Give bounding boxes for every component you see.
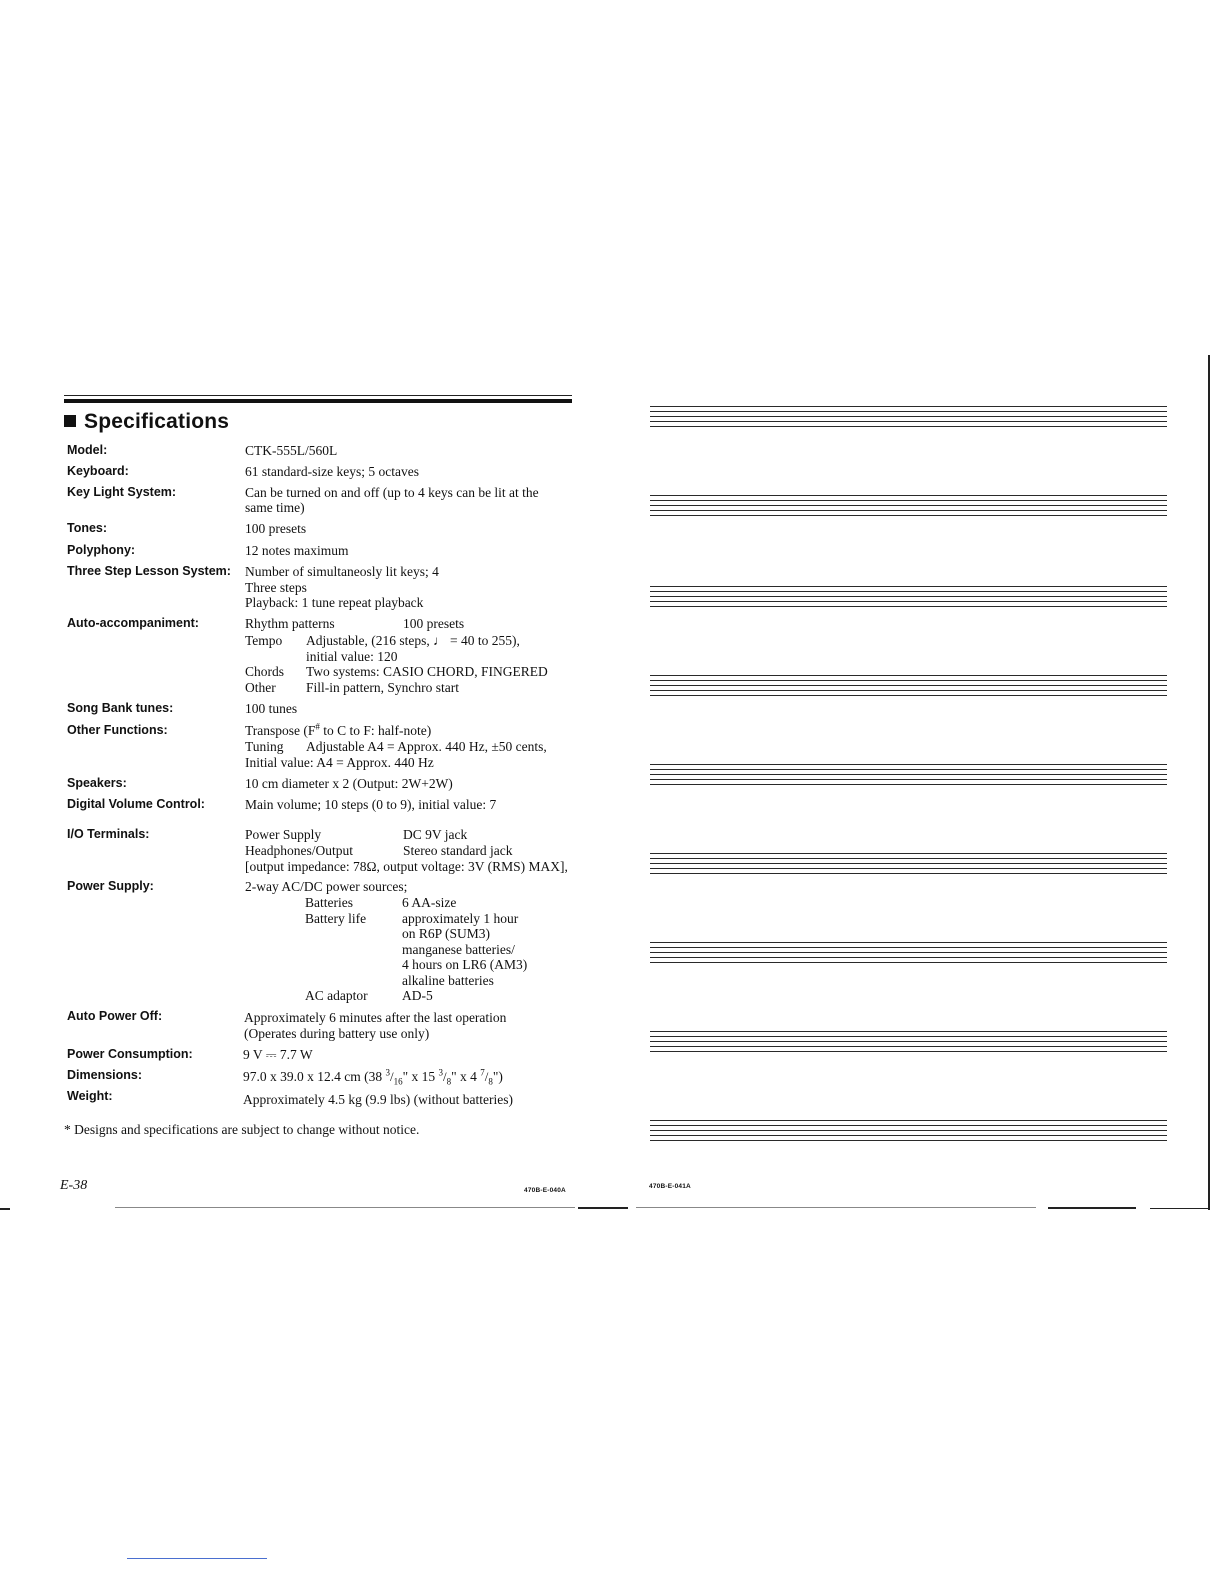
dimensions-value: 97.0 x 39.0 x 12.4 cm (38 $^3/_{16}$" x 15 $^3/_8$" x 4 $^7/_8$") xyxy=(243,1067,503,1087)
tempo-key: Tempo xyxy=(245,633,283,648)
quarter-note-icon: ♩ xyxy=(433,633,447,648)
other-key: Other xyxy=(245,680,276,695)
auto-off-value-2: (Operates during battery use only) xyxy=(244,1026,430,1041)
three-step-label: Three Step Lesson System: xyxy=(67,564,231,578)
chords-key: Chords xyxy=(245,664,285,679)
top-rule xyxy=(64,395,572,404)
scan-edge-line xyxy=(1048,1207,1136,1209)
square-bullet-icon xyxy=(64,415,76,427)
auto-off-value-1: Approximately 6 minutes after the last operation xyxy=(244,1010,507,1025)
blank-staff xyxy=(650,675,1167,696)
blank-staff xyxy=(650,406,1167,427)
batteries-value: 6 AA-size xyxy=(402,895,457,910)
three-step-value-1: Number of simultaneosly lit keys; 4 xyxy=(245,564,439,579)
blank-staff xyxy=(650,586,1167,607)
key-light-value-1: Can be turned on and off (up to 4 keys can be lit at the xyxy=(245,485,539,500)
blank-staff xyxy=(650,495,1167,516)
battery-life-line: alkaline batteries xyxy=(402,973,494,988)
battery-life-line: approximately 1 hour xyxy=(402,911,519,926)
auto-off-label: Auto Power Off: xyxy=(67,1009,163,1023)
blank-staff xyxy=(650,1120,1167,1141)
model-label: Model: xyxy=(67,443,108,457)
doc-code-left: 470B-E-040A xyxy=(524,1187,566,1194)
battery-life-key: Battery life xyxy=(305,911,367,926)
blank-staff xyxy=(650,853,1167,874)
footnote: * Designs and specifications are subject to change without notice. xyxy=(64,1122,420,1137)
model-value: CTK-555L/560L xyxy=(245,443,338,458)
io-label: I/O Terminals: xyxy=(67,827,150,841)
dimensions-label: Dimensions: xyxy=(67,1068,143,1082)
keyboard-value: 61 standard-size keys; 5 octaves xyxy=(245,464,419,479)
tempo-initial: initial value: 120 xyxy=(306,649,398,664)
tuning-key: Tuning xyxy=(245,739,284,754)
power-supply-label: Power Supply: xyxy=(67,879,154,893)
scan-edge-line xyxy=(0,1208,10,1210)
song-bank-label: Song Bank tunes: xyxy=(67,701,174,715)
blank-staff xyxy=(650,942,1167,963)
polyphony-value: 12 notes maximum xyxy=(245,543,349,558)
battery-life-line: manganese batteries/ xyxy=(402,942,515,957)
power-supply-line1: 2-way AC/DC power sources; xyxy=(245,879,408,894)
key-light-label: Key Light System: xyxy=(67,485,177,499)
section-title xyxy=(64,410,229,434)
keyboard-label: Keyboard: xyxy=(67,464,129,478)
scan-edge-line xyxy=(578,1207,628,1209)
tempo-value: Adjustable, (216 steps, ♩ = 40 to 255), xyxy=(306,633,520,648)
ac-adaptor-key: AC adaptor xyxy=(305,988,368,1003)
scan-edge-line xyxy=(1150,1208,1210,1209)
chords-value: Two systems: CASIO CHORD, FINGERED xyxy=(306,664,548,679)
other-value: Fill-in pattern, Synchro start xyxy=(306,680,459,695)
blank-staff xyxy=(650,764,1167,785)
battery-life-line: 4 hours on LR6 (AM3) xyxy=(402,957,528,972)
tuning-initial: Initial value: A4 = Approx. 440 Hz xyxy=(245,755,434,770)
scan-edge-line xyxy=(636,1207,1036,1208)
doc-code-right: 470B-E-041A xyxy=(649,1183,691,1190)
speakers-label: Speakers: xyxy=(67,776,127,790)
other-functions-label: Other Functions: xyxy=(67,723,168,737)
tones-label: Tones: xyxy=(67,521,108,535)
page-edge xyxy=(1208,355,1210,1210)
consumption-label: Power Consumption: xyxy=(67,1047,193,1061)
battery-life-line: on R6P (SUM3) xyxy=(402,926,491,941)
weight-value: Approximately 4.5 kg (9.9 lbs) (without batteries) xyxy=(243,1092,513,1107)
three-step-value-3: Playback: 1 tune repeat playback xyxy=(245,595,424,610)
rhythm-value: 100 presets xyxy=(403,616,465,631)
volume-value: Main volume; 10 steps (0 to 9), initial value: 7 xyxy=(245,797,497,812)
blank-staff xyxy=(650,1031,1167,1052)
io-ps-value: DC 9V jack xyxy=(403,827,468,842)
weight-label: Weight: xyxy=(67,1089,113,1103)
io-hp-key: Headphones/Output xyxy=(245,843,353,858)
batteries-key: Batteries xyxy=(305,895,353,910)
page-number: E-38 xyxy=(60,1178,88,1193)
rhythm-key: Rhythm patterns xyxy=(245,616,335,631)
three-step-value-2: Three steps xyxy=(245,580,307,595)
io-hp-value: Stereo standard jack xyxy=(403,843,513,858)
ac-adaptor-value: AD-5 xyxy=(402,988,433,1003)
io-ps-key: Power Supply xyxy=(245,827,322,842)
key-light-value-2: same time) xyxy=(245,500,305,515)
section-title-text: Specifications xyxy=(84,410,230,433)
page-link-underline xyxy=(127,1558,267,1559)
speakers-value: 10 cm diameter x 2 (Output: 2W+2W) xyxy=(245,776,453,791)
tuning-value: Adjustable A4 = Approx. 440 Hz, ±50 cents, xyxy=(306,739,547,754)
scan-edge-line xyxy=(115,1207,575,1208)
auto-acc-label: Auto-accompaniment: xyxy=(67,616,199,630)
tones-value: 100 presets xyxy=(245,521,307,536)
polyphony-label: Polyphony: xyxy=(67,543,136,557)
io-impedance: [output impedance: 78Ω, output voltage: 3V (RMS) MAX], xyxy=(245,859,568,874)
volume-label: Digital Volume Control: xyxy=(67,797,205,811)
song-bank-value: 100 tunes xyxy=(245,701,298,716)
consumption-value: 9 V ⎓ 7.7 W xyxy=(243,1047,313,1062)
transpose-value: Transpose (F# to C to F: half-note) xyxy=(245,721,432,738)
